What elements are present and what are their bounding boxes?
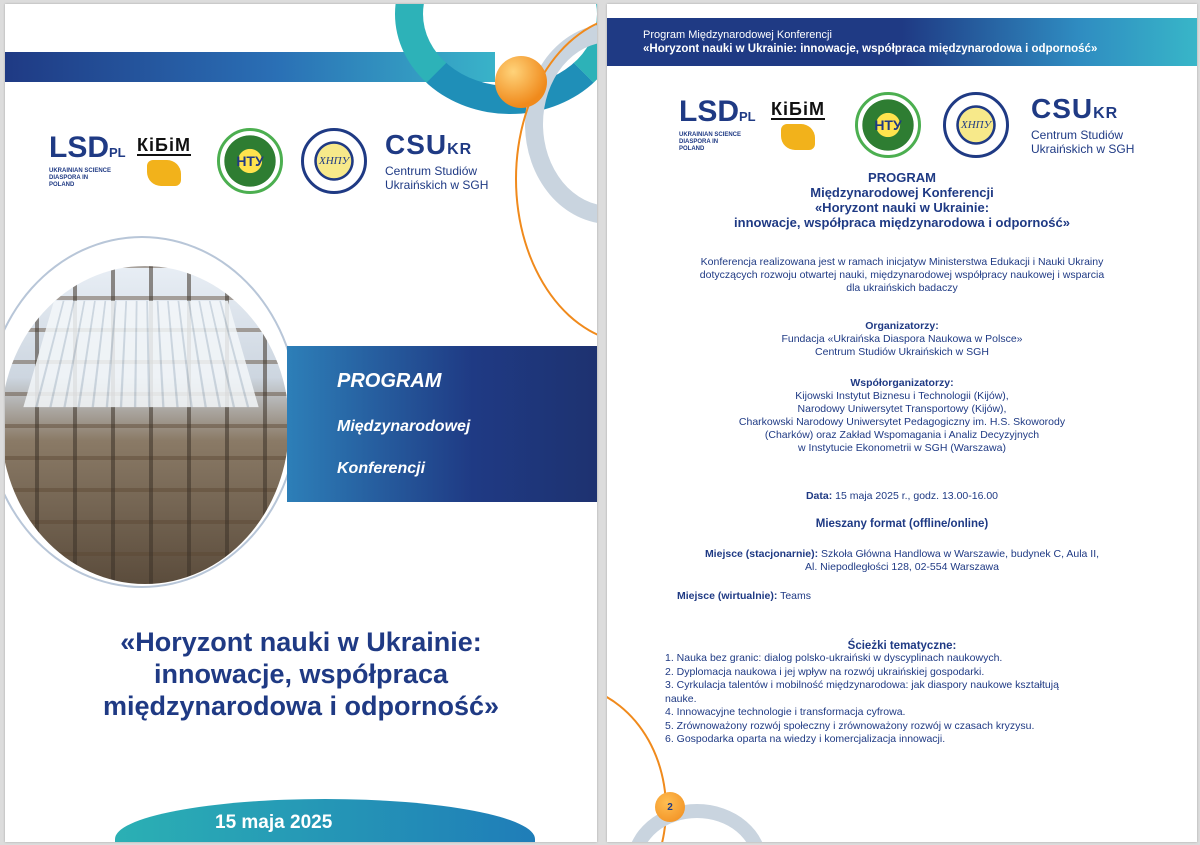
program-page [607,4,1197,842]
cover-title: «Horyzont nauki w Ukrainie: innowacje, współpraca międzynarodowa i odporność» [102,627,500,721]
header-line1: Program Międzynarodowej Konferencji [643,29,832,41]
ntu-seal-logo: НТУ [855,92,921,158]
handshake-icon [147,160,181,186]
cover-subtitle-line3: Konferencji [337,460,426,477]
hnpu-seal-logo: ХНПУ [301,128,367,194]
ntu-seal-logo: НТУ [217,128,283,194]
lsd-logo: LSDPL UKRAINIAN SCIENCE DIASPORA IN POLAND [679,95,756,152]
list-item: nauke. [665,692,697,705]
venue: Miejsce (stacjonarnie): Szkoła Główna Handlowa w Warszawie, budynek C, Aula II, Al. Niepodległości 128, 02-554 Warszawa [704,548,1100,573]
virtual-venue: Miejsce (wirtualnie): Teams [677,590,812,602]
cover-program: PROGRAM [337,370,442,392]
tracks-heading: Ścieżki tematyczne: [847,640,957,652]
kibim-logo: КіБіМ [763,95,833,155]
handshake-icon [781,124,815,150]
atrium-photo [5,266,289,584]
csu-logo: CSUKR Centrum Studiów Ukraińskich w SGH [1031,92,1135,156]
cover-page [5,4,597,842]
list-item: 3. Cyrkulacja talentów i mobilność międzynarodowa: jak diaspory naukowe kształtują [665,679,1059,691]
list-item: 5. Zrównoważony rozwój społeczny i zrównoważony rozwój w czasach kryzysu. [665,719,1035,732]
event-date: Data: 15 maja 2025 r., godz. 13.00-16.00 [805,490,999,502]
cover-date: 15 maja 2025 [215,812,333,833]
header-line2: «Horyzont nauki w Ukrainie: innowacje, współpraca międzynarodowa i odporność» [643,43,1098,55]
cover-subtitle-line2: Międzynarodowej [337,418,471,435]
co-organizers: Współorganizatorzy: Kijowski Instytut Biznesu i Technologii (Kijów), Narodowy Uniwersytet Transportowy (Kijów), Charkowski Narodowy Uniwersytet Pedagogiczny im. H.S. Skoworody (Charków) oraz Zakład Wspomagania i Analiz Decyzyjnych w Instytucie Ekonometrii w SGH (Warszawa) [738,377,1066,454]
page-header-band [607,18,1197,66]
intro-text: Konferencja realizowana jest w ramach inicjatyw Ministerstwa Edukacji i Nauki Ukrainy dotyczących rozwoju otwartej nauki, międzynarodowej współpracy naukowej i wsparcia dla ukraińskich badaczy [699,256,1105,294]
event-format: Mieszany format (offline/online) [815,518,989,530]
partner-logos [49,128,495,194]
program-band [287,346,597,502]
list-item: 1. Nauka bez granic: dialog polsko-ukraiński w dyscyplinach naukowych. [665,652,1003,664]
organizers: Organizatorzy: Fundacja «Ukraińska Diaspora Naukowa w Polsce» Centrum Studiów Ukraińskich w SGH [781,320,1023,358]
list-item: 2. Dyplomacja naukowa i jej wpływ na rozwój ukraińskiej gospodarki. [665,665,985,678]
tracks-list [665,652,1155,747]
partner-logos [679,92,1141,158]
list-item: 4. Innowacyjne technologie i transformacja cyfrowa. [665,706,906,718]
kibim-logo: КіБіМ [129,131,199,191]
program-heading: PROGRAM Międzynarodowej Konferencji «Horyzont nauki w Ukrainie: innowacje, współpraca międzynarodowa i odporność» [734,170,1070,230]
hnpu-seal-logo: ХНПУ [943,92,1009,158]
csu-logo: CSUKR Centrum Studiów Ukraińskich w SGH [385,128,489,192]
orange-ball-decoration [495,56,547,108]
page-number: 2 [655,792,685,822]
lsd-logo: LSDPL UKRAINIAN SCIENCE DIASPORA IN POLAND [49,131,126,188]
list-item: 6. Gospodarka oparta na wiedzy i komercjalizacja innowacji. [665,733,946,745]
